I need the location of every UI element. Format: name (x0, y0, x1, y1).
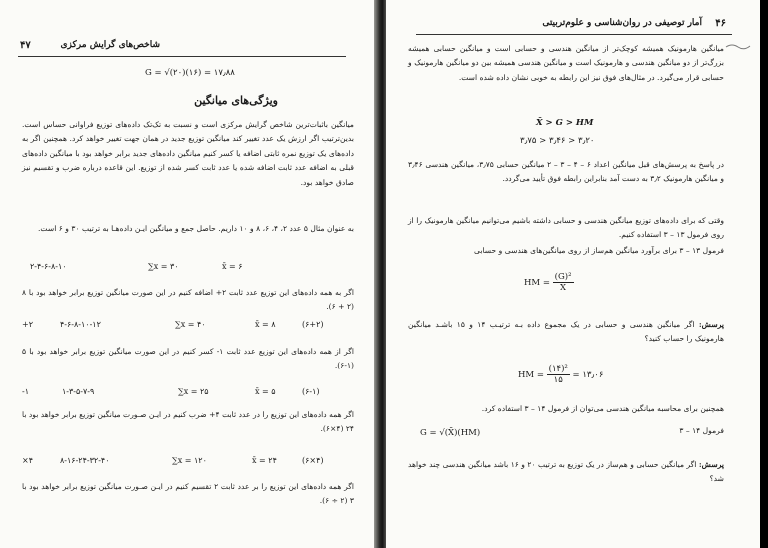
paragraph-geometric: همچنین برای محاسبه میانگین هندسی می‌توان از فرمول ۱۴ – ۳ استفاده کرد. (481, 404, 724, 413)
data-list: ۲-۴-۶-۸-۱۰ (30, 262, 67, 271)
question-label: پرسش: (698, 460, 724, 469)
mean-value: x̄ = ۸ (255, 320, 276, 329)
mean-calculation: (۶×۴) (302, 456, 324, 465)
left-page (0, 0, 378, 548)
geometric-mean-formula: G = √(X̄)(HM) (420, 428, 481, 438)
operation: ×۴ (22, 456, 33, 465)
denominator: X̄ (560, 283, 567, 293)
paragraph-relationship: میانگین هارمونیک همیشه کوچک‌تر از میانگین هندسی و حسابی است و میانگین حسابی همیشه بزرگ‌تر از دو میانگین هندسی و هارمونیک است و میانگین هندسی همیشه بین دو میانگین هارمونیک و حسابی قرار می‌گیرد. در مثال‌های فوق نیز این رابطه به خوبی نشان داده شده است. (408, 44, 724, 82)
question-text: اگر میانگین حسابی و هم‌ساز در یک توزیع به ترتیب ۲۰ و ۱۶ باشد میانگین هندسی چند خواهد شد؟ (408, 460, 724, 484)
sum-value: ∑x = ۲۵ (178, 387, 209, 396)
calc-result: = ۱۳٫۰۶ (572, 370, 604, 380)
question-label: پرسش: (698, 320, 724, 329)
divide-paragraph: اگر همه داده‌های این توزیع را بر عدد ثابت ۲ تقسیم کنیم در ایـن صـورت میانگین توزیع برابر خواهد بود با ۳ (۲ ÷ ۶). (22, 482, 354, 506)
multiply-paragraph: اگر همه داده‌های این توزیع را در عدد ثابت ۴+ ضرب کنیم در ایـن صـورت میانگین توزیع برابر خواهد بود با ۲۴ (۴×۶). (22, 410, 354, 434)
harmonic-mean-calculation (518, 364, 603, 385)
sum-value: ∑x = ۱۲۰ (172, 456, 207, 465)
data-list: ۱-۳-۵-۷-۹ (62, 387, 95, 396)
add-paragraph: اگر به همه داده‌های این توزیع عدد ثابت ۲+ اضافه کنیم در این صورت میانگین توزیع برابر خواهد بود با ۸ (۲ + ۶). (22, 288, 355, 312)
operation: +۲ (22, 320, 33, 329)
formula-fraction (553, 272, 574, 293)
denominator: ۱۵ (553, 375, 563, 385)
scribble-mark (724, 42, 754, 50)
question-text: اگر میانگین هندسی و حسابی در یک مجموع داده بـه ترتیـب ۱۴ و ۱۵ باشـد میانگین هارمونیک را حساب کنید؟ (408, 320, 724, 344)
example-row-add (0, 320, 378, 332)
example-row-subtract (0, 387, 378, 399)
mean-calculation: (۶-۱) (302, 387, 320, 396)
formula-lhs: HM = (524, 278, 550, 288)
inequality-values: ۳٫۷۵ > ۳٫۴۶ > ۳٫۲۰ (520, 136, 595, 146)
example-row-multiply (0, 456, 378, 468)
header-rule (416, 34, 732, 35)
data-list: ۸-۱۶-۲۴-۳۲-۴۰ (60, 456, 110, 465)
running-header: آمار توصیفی در روان‌شناسی و علوم‌تربیتی (542, 18, 702, 28)
section-title: ویژگی‌های میانگین (194, 94, 278, 107)
subtract-paragraph: اگر از همه داده‌های این توزیع عدد ثابت ۱- کسر کنیم در این صورت میانگین توزیع برابر خواهد بود با ۵ (۱-۶). (22, 347, 354, 371)
mean-inequality: X̄ > G > HM (536, 118, 594, 128)
page-number: ۴۶ (715, 18, 726, 29)
numerator: (۱۴)² (548, 364, 568, 374)
formula-14-label: فرمول ۱۴ – ۳ (679, 426, 724, 435)
mean-value: x̄ = ۶ (222, 262, 243, 271)
question-2 (408, 458, 724, 487)
example-intro: به عنوان مثال ۵ عدد ۲، ۴، ۶، ۸ و ۱۰ داریم. حاصل جمع و میانگین ایـن داده‌هـا به ترتیب ۳۰ و ۶ است. (38, 224, 354, 233)
calc-lhs: HM = (518, 370, 544, 380)
mean-value: x̄ = ۵ (255, 387, 276, 396)
sum-value: ∑x = ۴۰ (175, 320, 206, 329)
example-row-original (0, 262, 378, 274)
calc-fraction (547, 364, 570, 385)
harmonic-mean-formula (524, 272, 574, 293)
mean-calculation: (۶+۲) (302, 320, 324, 329)
numerator: (G)² (554, 272, 572, 282)
running-header: شاخص‌های گرایش مرکزی (60, 40, 160, 50)
sum-value: ∑x = ۳۰ (148, 262, 179, 271)
paragraph-harmonic: وقتی که برای داده‌های توزیع میانگین هندسی و حسابی داشته باشیم می‌توانیم میانگین هارمونیک را از روی فرمول ۱۳ – ۳ استفاده کنیم. (408, 216, 724, 240)
page-number: ۴۷ (20, 40, 31, 51)
data-list: ۴-۶-۸-۱۰-۱۲ (60, 320, 101, 329)
operation: -۱ (22, 387, 29, 396)
right-page (386, 0, 760, 548)
intro-paragraph: میانگین باثبات‌ترین شاخص گرایش مرکزی است و نسبت به تک‌تک داده‌های توزیع فراوانی حساس است. بدین‌ترتیب اگر ارزش یک عدد تغییر کند میانگین توزیع جدید در همان جهت تغییر خواهد کرد. همچنین اگر به داده‌های یک توزیع نمره ثابتی اضافه یا کسر کنیم میانگین داده‌های جدید برابر خواهد بود با میانگین داده‌های قبلی به اضافه عدد ثابت اضافه شده یا عدد ثابت کسر شده از توزیع. این قاعده درباره ضرب و تقسیم نیز صادق خواهد بود. (22, 120, 354, 187)
formula-13-label: فرمول ۱۳ – ۳ برای برآورد میانگین هم‌ساز از روی میانگین‌های هندسی و حسابی (474, 246, 724, 255)
header-rule (18, 56, 346, 57)
mean-value: x̄ = ۲۴ (252, 456, 277, 465)
paragraph-answer: در پاسخ به پرسش‌های قبل میانگین اعداد ۶ – ۴ – ۳ – ۲ میانگین حسابی ۳٫۷۵، میانگین هندسی ۳٫۴۶ و میانگین هارمونیک ۳٫۲ به دست آمد بنابراین رابطه فوق تأیید می‌گردد. (408, 160, 725, 184)
question-1 (408, 318, 724, 347)
geometric-mean-result: G = √(۲۰)(۱۶) = ۱۷٫۸۸ (145, 68, 235, 78)
